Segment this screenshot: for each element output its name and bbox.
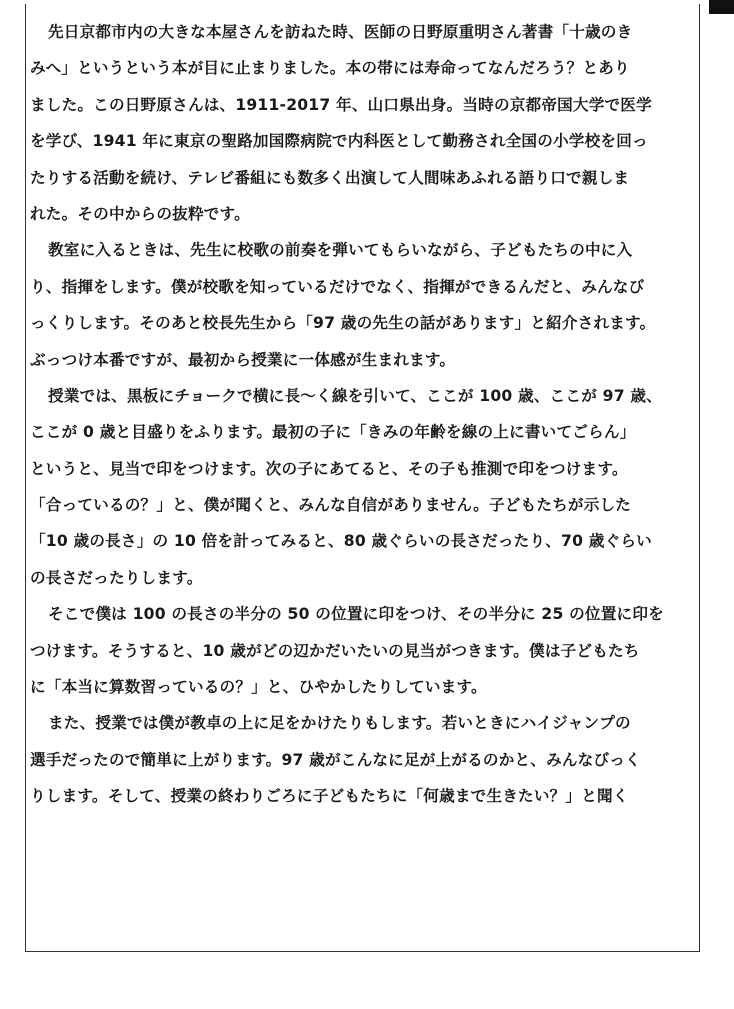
text-line: つけます。そうすると、10 歳がどの辺かだいたいの見当がつきます。僕は子どもたち — [30, 641, 640, 660]
text-line: の長さだったりします。 — [30, 568, 203, 587]
text-line: ここが 0 歳と目盛りをふります。最初の子に「きみの年齢を線の上に書いてごらん」 — [30, 423, 636, 442]
text-line: を学び、1941 年に東京の聖路加国際病院で内科医として勤務され全国の小学校を回っ — [30, 132, 648, 151]
text-line: 「10 歳の長さ」の 10 倍を計ってみると、80 歳ぐらいの長さだったり、70 歳ぐらい — [30, 532, 652, 551]
text-line: ました。この日野原さんは、1911-2017 年、山口県出身。当時の京都帝国大学で医学 — [30, 95, 652, 114]
text-line: そこで僕は 100 の長さの半分の 50 の位置に印をつけ、その半分に 25 の位置に印を — [48, 605, 664, 624]
text-line: たりする活動を続け、テレビ番組にも数多く出演して人間味あふれる語り口で親しま — [30, 168, 630, 187]
text-line: 先日京都市内の大きな本屋さんを訪ねた時、医師の日野原重明さん著書「十歳のき — [48, 23, 633, 41]
text-line: 「合っているの？」と、僕が聞くと、みんな自信がありません。子どもたちが示した — [30, 496, 632, 515]
text-line: 選手だったので簡単に上がります。97 歳がこんなに足が上がるのかと、みんなびっく — [30, 750, 641, 769]
text-line: というと、見当で印をつけます。次の子にあてると、その子も推測で印をつけます。 — [30, 459, 628, 478]
scan-corner-mark — [709, 0, 734, 14]
text-line: 授業では、黒板にチョークで横に長～く線を引いて、ここが 100 歳、ここが 97 歳、 — [48, 386, 662, 405]
text-line: り、指揮をします。僕が校歌を知っているだけでなく、指揮ができるんだと、みんなび — [30, 277, 645, 296]
text-line: ぶっつけ本番ですが、最初から授業に一体感が生まれます。 — [30, 350, 456, 369]
document-body — [26, 14, 698, 815]
text-line: っくりします。そのあと校長先生から「97 歳の先生の話があります」と紹介されます。 — [30, 314, 656, 333]
text-line: に「本当に算数習っているの？」と、ひやかしたりしています。 — [30, 678, 487, 697]
text-line: りします。そして、授業の終わりごろに子どもたちに「何歳まで生きたい？」と聞く — [30, 787, 629, 806]
text-line: みへ」というという本が目に止まりました。本の帯には寿命ってなんだろう？とあり — [30, 59, 630, 78]
text-line: 教室に入るときは、先生に校歌の前奏を弾いてもらいながら、子どもたちの中に入 — [48, 241, 633, 260]
text-line: また、授業では僕が教卓の上に足をかけたりもします。若いときにハイジャンプの — [48, 714, 631, 733]
text-line: れた。その中からの抜粋です。 — [30, 204, 250, 223]
